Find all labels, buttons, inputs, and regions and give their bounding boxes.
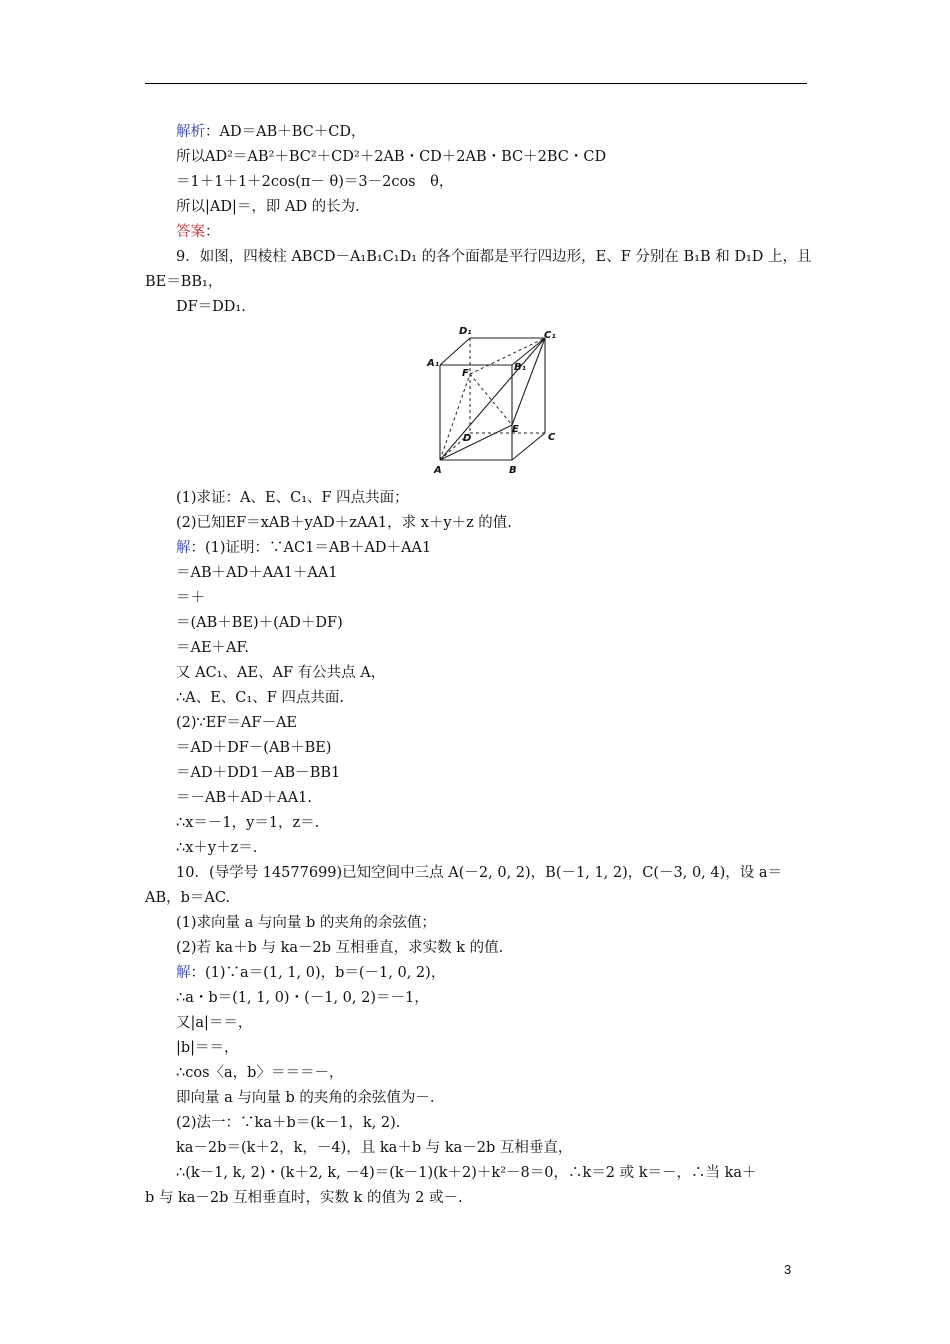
line-34: (2)法一：∵ka＋b＝(k－1，k, 2).	[176, 1115, 401, 1131]
line-36: ∴(k－1, k, 2)・(k＋2, k, －4)＝(k－1)(k＋2)＋k²－8＝0，∴k＝2 或 k＝－，∴当 ka＋	[176, 1165, 757, 1181]
answer-label: 答案	[176, 224, 205, 240]
line-18: (2)∵EF＝AF－AE	[176, 715, 297, 731]
line-29: ∴a・b＝(1, 1, 0)・(－1, 0, 2)＝－1，	[176, 990, 429, 1006]
line-10: (2)已知EF＝xAB＋yAD＋zAA1，求 x＋y＋z 的值.	[176, 515, 512, 531]
line-33: 即向量 a 与向量 b 的夹角的余弦值为－.	[176, 1090, 435, 1106]
line-4: 所以|AD|＝，即 AD 的长为.	[176, 199, 360, 215]
line-26: (1)求向量 a 与向量 b 的夹角的余弦值；	[176, 915, 436, 931]
line-25: AB，b＝AC.	[145, 890, 231, 906]
line-19: ＝AD＋DF－(AB＋BE)	[176, 740, 332, 756]
label-F: F	[462, 368, 469, 379]
line-31: |b|＝＝，	[176, 1040, 239, 1056]
label-D1: D₁	[459, 326, 472, 337]
header-rule	[145, 83, 807, 84]
line-8: DF＝DD₁.	[176, 299, 246, 315]
line-7: BE＝BB₁，	[145, 274, 223, 290]
prism-diagram	[420, 320, 570, 480]
label-D: D	[463, 433, 472, 444]
line-6: 9．如图，四棱柱 ABCD－A₁B₁C₁D₁ 的各个面都是平行四边形，E、F 分别在 B₁B 和 D₁D 上，且	[176, 249, 812, 265]
label-B: B	[509, 465, 517, 476]
line-28: 解：(1)∵a＝(1, 1, 0)，b＝(－1, 0, 2)，	[176, 965, 446, 981]
line-23: ∴x＋y＋z＝.	[176, 840, 258, 856]
solution-label-2: 解	[176, 965, 191, 981]
line-12: ＝AB＋AD＋AA1＋AA1	[176, 565, 338, 581]
line-27: (2)若 ka＋b 与 ka－2b 互相垂直，求实数 k 的值.	[176, 940, 504, 956]
line-9: (1)求证：A、E、C₁、F 四点共面；	[176, 490, 409, 506]
label-A: A	[434, 465, 442, 476]
line-14: ＝(AB＋BE)＋(AD＋DF)	[176, 615, 343, 631]
line-21: ＝－AB＋AD＋AA1.	[176, 790, 313, 806]
label-C: C	[548, 432, 556, 443]
line-17: ∴A、E、C₁、F 四点共面.	[176, 690, 344, 706]
label-E: E	[512, 424, 519, 435]
line-35: ka－2b＝(k＋2，k，－4)，且 ka＋b 与 ka－2b 互相垂直，	[176, 1140, 573, 1156]
label-A1: A₁	[427, 358, 440, 369]
line-24: 10．(导学号 14577699)已知空间中三点 A(－2, 0, 2)，B(－1, 1, 2)，C(－3, 0, 4)，设 a＝	[176, 865, 783, 881]
line-1: 解析：AD＝AB＋BC＋CD，	[176, 124, 366, 140]
page-number: 3	[784, 1262, 792, 1277]
solution-label: 解	[176, 540, 191, 556]
line-22: ∴x＝－1，y＝1，z＝.	[176, 815, 320, 831]
line-37: b 与 ka－2b 互相垂直时，实数 k 的值为 2 或－.	[145, 1190, 463, 1206]
analysis-label: 解析	[176, 124, 205, 140]
line-32: ∴cos〈a，b〉＝＝＝－，	[176, 1065, 344, 1081]
prism-figure	[420, 320, 570, 480]
line-5: 答案：	[176, 224, 220, 240]
line-3: ＝1＋1＋1＋2cos(π－ θ)＝3－2cos θ，	[176, 174, 454, 190]
line-13: ＝＋	[176, 590, 205, 606]
line-30: 又|a|＝＝，	[176, 1015, 253, 1031]
line-15: ＝AE＋AF.	[176, 640, 249, 656]
line-20: ＝AD＋DD1－AB－BB1	[176, 765, 341, 781]
line-16: 又 AC₁、AE、AF 有公共点 A，	[176, 665, 386, 681]
label-B1: B₁	[514, 362, 527, 373]
line-11: 解：(1)证明：∵AC1＝AB＋AD＋AA1	[176, 540, 432, 556]
line-2: 所以AD²＝AB²＋BC²＋CD²＋2AB・CD＋2AB・BC＋2BC・CD	[176, 149, 607, 165]
label-C1: C₁	[544, 330, 556, 341]
